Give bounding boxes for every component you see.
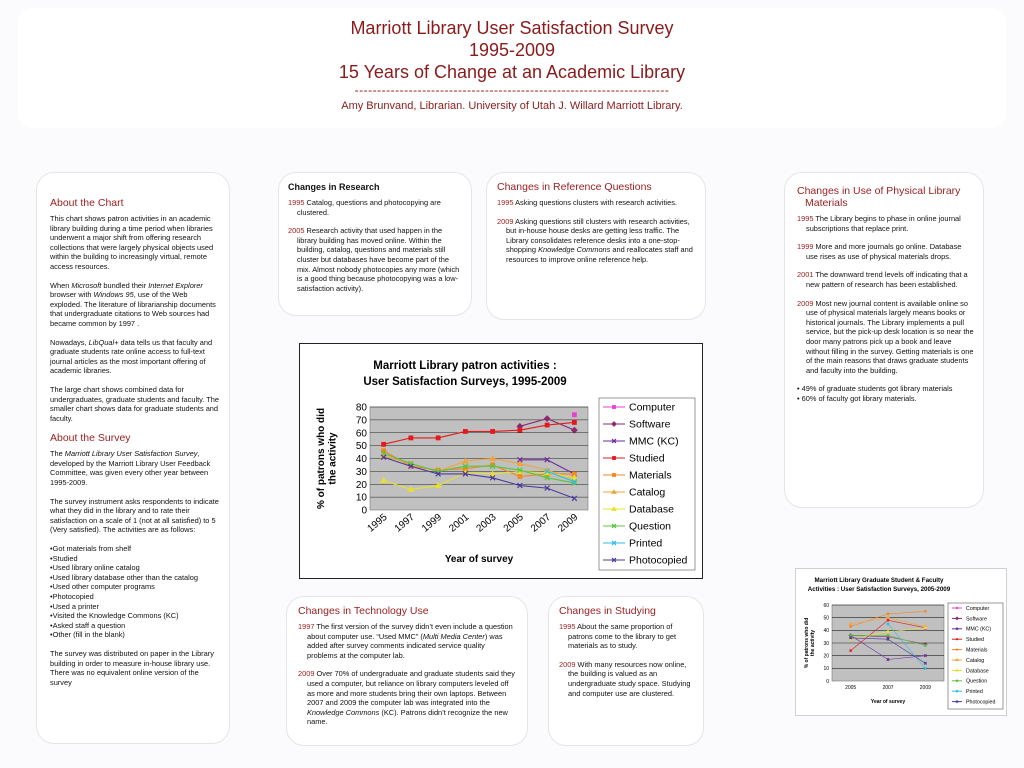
legend-label: Software bbox=[966, 616, 987, 623]
y-tick-label: 50 bbox=[355, 441, 367, 453]
research-2005: 2005 Research activity that used happen in the library building has moved online. Within the building, catalog, questions and materials still cluster but databases have become part of the mix. Almost nobody photocopies any more (which is a good thing because photocopying was a low-satisfaction activity). bbox=[288, 226, 460, 293]
data-point-materials bbox=[849, 625, 851, 627]
y-tick-label: 60 bbox=[823, 602, 829, 609]
list-item: •Studied bbox=[50, 553, 78, 563]
x-tick-label: 1997 bbox=[392, 511, 417, 535]
legend-label: Studied bbox=[629, 452, 665, 465]
physical-bullet-1: • 49% of graduate students got library materials bbox=[797, 384, 953, 394]
data-point-question bbox=[924, 644, 926, 646]
legend-marker bbox=[956, 649, 958, 651]
y-tick-label: 0 bbox=[826, 678, 829, 685]
data-point-printed bbox=[924, 667, 926, 669]
x-tick-label: 2009 bbox=[556, 511, 581, 535]
about-chart-heading: About the Chart bbox=[50, 197, 124, 209]
physical-panel bbox=[784, 172, 984, 508]
poster-header bbox=[18, 8, 1006, 128]
physical-1999: 1999 More and more journals go online. Database use rises as use of physical materials drops. bbox=[797, 242, 962, 261]
technology-2009: 2009 Over 70% of undergraduate and graduate students said they used a computer, but reliance on library computers leveled off as more and more students bring their own laptops. Between 2007 and 2009 the computer lab was integrated into the Knowledge Commons (KC). Patrons didn’t recognize the new name. bbox=[298, 669, 515, 727]
legend-label: Printed bbox=[629, 537, 663, 550]
list-item: •Used library online catalog bbox=[50, 563, 140, 573]
data-point-studied bbox=[572, 420, 577, 425]
y-axis-label: % of patrons who did bbox=[316, 407, 327, 510]
technology-1997: 1997 The first version of the survey didn’t even include a question about computer use. “Used MMC” (Multi Media Center) was added after survey comments indicated service quality problems at the computer lab. bbox=[298, 622, 513, 660]
data-point-question bbox=[887, 634, 889, 636]
header-divider: ---------------------------------------------------------------------- bbox=[354, 83, 670, 97]
legend-label: Question bbox=[966, 678, 988, 685]
data-point-studied bbox=[849, 649, 851, 651]
technology-heading: Changes in Technology Use bbox=[298, 605, 429, 617]
legend-label: Materials bbox=[966, 647, 988, 654]
y-tick-label: 10 bbox=[355, 492, 367, 504]
data-point-mmc-kc bbox=[887, 658, 889, 660]
data-point-computer bbox=[572, 412, 577, 417]
legend-label: Photocopied bbox=[629, 554, 688, 567]
data-point-mmc-kc bbox=[924, 654, 926, 656]
y-tick-label: 10 bbox=[823, 666, 829, 673]
list-item: •Used library database other than the catalog bbox=[50, 572, 199, 582]
reference-2009: 2009 Asking questions still clusters with research activities, but in-house house desks are getting less traffic. The Library consolidates reference desks into a one-stop-shopping Knowledge Commons and reallocates staff and resources to improve online reference help. bbox=[497, 216, 693, 264]
list-item: •Got materials from shelf bbox=[50, 544, 132, 554]
chart-title: User Satisfaction Surveys, 1995-2009 bbox=[363, 376, 567, 388]
legend-label: MMC (KC) bbox=[629, 435, 679, 448]
poster-years: 1995-2009 bbox=[468, 40, 556, 60]
studying-panel bbox=[548, 596, 704, 746]
studying-heading: Changes in Studying bbox=[559, 605, 656, 617]
studying-1995: 1995 About the same proportion of patrons come to the library to get materials as to study. bbox=[559, 622, 677, 651]
legend-label: Materials bbox=[629, 469, 672, 482]
list-item: •Photocopied bbox=[50, 592, 94, 601]
x-tick-label: 2005 bbox=[845, 685, 857, 691]
y-tick-label: 20 bbox=[823, 653, 829, 660]
legend-label: Software bbox=[629, 418, 671, 431]
y-tick-label: 30 bbox=[355, 466, 367, 478]
legend-label: Catalog bbox=[966, 657, 985, 664]
legend-marker bbox=[956, 607, 958, 609]
about-chart-p3: Nowadays, LibQual+ data tells us that faculty and graduate students rate online access to full-text journal articles as the most important offering of academic libraries. bbox=[50, 337, 213, 376]
poster-title: Marriott Library User Satisfaction Survey bbox=[350, 18, 674, 38]
data-point-materials bbox=[887, 613, 889, 615]
list-item: •Asked staff a question bbox=[50, 620, 126, 630]
legend-marker bbox=[956, 690, 958, 692]
data-point-studied bbox=[490, 429, 495, 434]
data-point-studied bbox=[463, 429, 468, 434]
data-point-materials bbox=[517, 474, 522, 479]
y-tick-label: 30 bbox=[823, 640, 829, 647]
data-point-question bbox=[849, 634, 851, 636]
research-panel bbox=[278, 172, 472, 316]
physical-heading: Changes in Use of Physical Library Materials bbox=[797, 185, 961, 209]
legend-label: Database bbox=[629, 503, 674, 516]
chart-title: Marriott Library Graduate Student & Faculty bbox=[814, 577, 944, 584]
about-survey-heading: About the Survey bbox=[50, 432, 131, 445]
x-tick-label: 2003 bbox=[474, 511, 499, 535]
y-tick-label: 50 bbox=[823, 615, 829, 622]
about-chart-p1: This chart shows patron activities in an academic library building during a time period when libraries underwent a major shift from offering research collections that were largely physical objects used within the building to increasingly virtual, remote access resources. bbox=[50, 214, 214, 271]
chart-title: Marriott Library patron activities : bbox=[373, 360, 557, 372]
grad-faculty-chart bbox=[795, 568, 1007, 716]
x-axis-label: Year of survey bbox=[870, 699, 906, 705]
activity-list bbox=[50, 544, 221, 640]
y-tick-label: 40 bbox=[355, 454, 367, 465]
legend-marker bbox=[956, 701, 958, 703]
physical-1995: 1995 The Library begins to phase in online journal subscriptions that replace print. bbox=[797, 214, 961, 233]
legend-marker bbox=[612, 456, 616, 460]
y-axis-label: % of patrons who did bbox=[804, 617, 810, 669]
about-survey-p2: The survey instrument asks respondents to indicate what they did in the library and to rate their satisfaction on a scale of 1 (not at all satisfied) to 5 (Very satisfied). The activities are as follows: bbox=[50, 496, 219, 535]
reference-heading: Changes in Reference Questions bbox=[497, 181, 652, 193]
list-item: •Used other computer programs bbox=[50, 582, 155, 592]
data-point-photocopied bbox=[849, 637, 851, 639]
x-tick-label: 2007 bbox=[882, 685, 894, 691]
data-point-photocopied bbox=[924, 662, 926, 664]
physical-2009: 2009 Most new journal content is available online so use of physical materials largely means books or historical journals. The Library implements a pull service, but the pick-up desk location is so near the door many patrons pick up a book and leave without filling in the survey. Getting materials is one of the main reasons that draws graduate students and faculty into the building. bbox=[797, 298, 974, 375]
y-tick-label: 40 bbox=[823, 628, 829, 635]
x-tick-label: 1995 bbox=[365, 511, 390, 535]
legend-label: Question bbox=[629, 520, 672, 533]
x-tick-label: 2007 bbox=[528, 511, 554, 535]
data-point-studied bbox=[436, 436, 441, 441]
poster-subtitle: 15 Years of Change at an Academic Library bbox=[338, 62, 686, 82]
small-chart-svg bbox=[796, 569, 1006, 715]
data-point-studied bbox=[545, 423, 550, 428]
x-tick-label: 2005 bbox=[501, 511, 526, 535]
legend-label: Catalog bbox=[629, 486, 666, 499]
about-chart-p2: When Microsoft bundled their Internet Explorer browser with Windows 95, use of the Web exploded. The literature of librarianship documents that undergraduate citations to Web sources had became common by 1997 . bbox=[50, 280, 216, 328]
main-chart bbox=[299, 343, 703, 579]
list-item: •Used a printer bbox=[50, 601, 100, 611]
data-point-photocopied bbox=[887, 638, 889, 640]
physical-bullet-2: • 60% of faculty got library materials. bbox=[797, 393, 917, 403]
y-tick-label: 70 bbox=[355, 415, 367, 427]
legend-label: Photocopied bbox=[966, 699, 996, 706]
data-point-studied bbox=[517, 428, 522, 433]
research-heading: Changes in Research bbox=[288, 182, 380, 192]
list-item: •Other (fill in the blank) bbox=[50, 630, 125, 640]
main-chart-svg bbox=[300, 344, 702, 578]
legend-label: Computer bbox=[966, 605, 990, 612]
research-1995: 1995 Catalog, questions and photocopying are clustered. bbox=[288, 198, 441, 217]
poster-author: Amy Brunvand, Librarian. University of Utah J. Willard Marriott Library. bbox=[341, 100, 683, 112]
legend-marker bbox=[612, 473, 616, 477]
x-tick-label: 2009 bbox=[919, 685, 931, 691]
data-point-printed bbox=[887, 623, 889, 625]
legend-label: Computer bbox=[629, 401, 676, 414]
data-point-studied bbox=[408, 436, 413, 441]
data-point-studied bbox=[381, 442, 386, 447]
y-tick-label: 60 bbox=[355, 428, 367, 440]
x-tick-label: 2001 bbox=[447, 511, 472, 535]
data-point-studied bbox=[887, 619, 889, 621]
list-item: •Visited the Knowledge Commons (KC) bbox=[50, 611, 179, 621]
studying-2009: 2009 With many resources now online, the building is valued as an undergraduate study space. Studying and computer use are clustered. bbox=[559, 659, 691, 698]
about-chart-p4: The large chart shows combined data for undergraduates, graduate students and faculty. The smaller chart shows data for graduate students and faculty. bbox=[50, 384, 220, 423]
reference-panel bbox=[486, 172, 706, 320]
y-axis-label: the activity bbox=[327, 432, 339, 485]
legend-marker bbox=[612, 405, 616, 409]
technology-panel bbox=[286, 596, 528, 746]
about-survey-p3: The survey was distributed on paper in the Library building in order to measure in-house library use. There was no equivalent online version of the survey bbox=[50, 648, 214, 687]
x-tick-label: 1999 bbox=[419, 511, 445, 535]
y-tick-label: 80 bbox=[355, 402, 367, 414]
x-axis-label: Year of survey bbox=[444, 554, 514, 565]
legend-label: Database bbox=[966, 668, 989, 675]
legend-marker bbox=[956, 680, 958, 682]
legend-marker bbox=[956, 628, 958, 630]
legend-label: Studied bbox=[966, 637, 984, 644]
legend-label: MMC (KC) bbox=[966, 626, 992, 633]
physical-2001: 2001 The downward trend levels off indicating that a new pattern of research has been established. bbox=[797, 270, 968, 289]
reference-1995: 1995 Asking questions clusters with research activities. bbox=[497, 198, 677, 207]
y-tick-label: 0 bbox=[361, 505, 367, 517]
about-panel bbox=[36, 172, 230, 744]
about-survey-p1: The Marriott Library User Satisfaction Survey, developed by the Marriott Library User Feedback Committee, was given every other year between 1995-2009. bbox=[50, 449, 211, 488]
legend-marker bbox=[956, 638, 958, 640]
y-tick-label: 20 bbox=[355, 479, 367, 491]
y-axis-label: the activity bbox=[809, 629, 816, 657]
legend-label: Printed bbox=[966, 689, 983, 696]
chart-title: Activities : User Satisfaction Surveys, 2005-2009 bbox=[807, 586, 951, 593]
data-point-materials bbox=[924, 610, 926, 612]
